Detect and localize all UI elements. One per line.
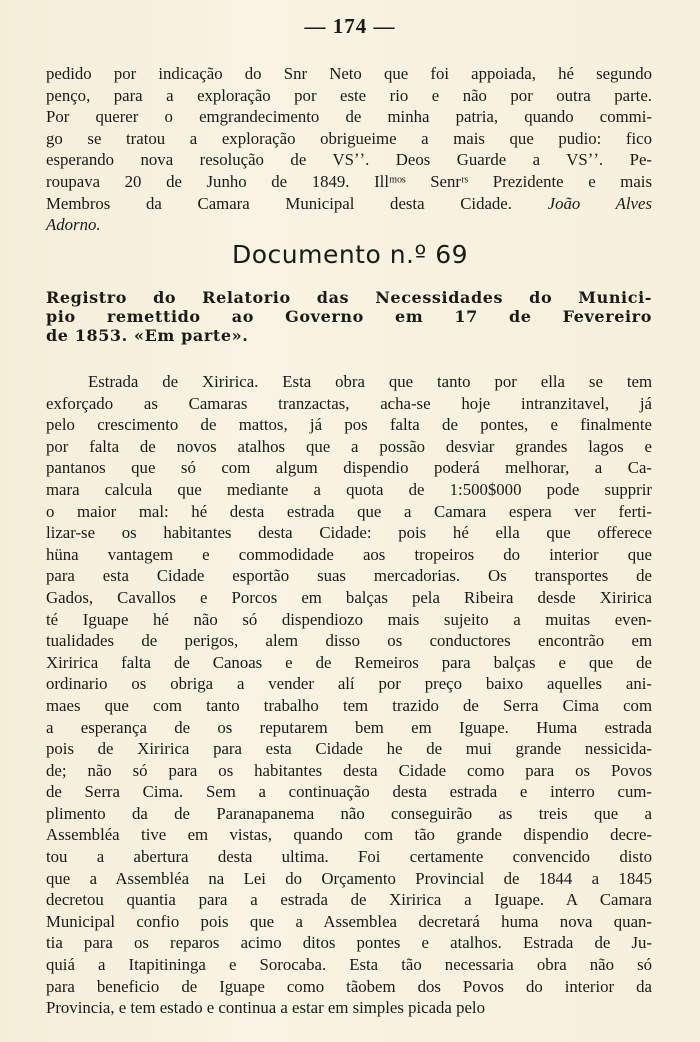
body-line: Xiririca falta de Canoas e de Remeiros para balças e que de (46, 652, 652, 672)
body-line: tualidades de perigos, alem disso os conductores encontrão em (46, 631, 652, 651)
body-line: ordinario os obriga a vender alí por preço baixo aquelles ani- (46, 674, 652, 694)
body-line: Provincia, e tem estado e continua a estar em simples picada pelo (46, 998, 485, 1018)
body-line: para beneficio de Iguape como tãobem dos Povos do interior da (46, 976, 652, 996)
subtitle-line: pio remettido ao Governo em 17 de Fevereiro (46, 307, 652, 326)
subtitle-line: Registro do Relatorio das Necessidades do Munici- (46, 288, 652, 307)
intro-line: go se tratou a exploração obrigueime a mais que pudio: fico (46, 128, 652, 148)
intro-line: esperando nova resolução de VSʼʼ. Deos Guarde a VSʼʼ. Pe- (46, 150, 652, 170)
subtitle-line: de 1853. «Em parte». (46, 326, 249, 345)
body-line: té Iguape hé não só dispendiozo mais sujeito a muitas even- (46, 609, 652, 629)
intro-line: pedido por indicação do Snr Neto que foi appoiada, hé segundo (46, 64, 652, 83)
body-line: mara calcula que mediante a quota de 1:500$000 pode supprir (46, 479, 652, 499)
body-line: tia para os reparos acimo ditos pontes e atalhos. Estrada de Ju- (46, 933, 652, 953)
body-line: hüna vantagem e commodidade aos tropeiros do interior que (46, 544, 652, 564)
intro-line: roupava 20 de Junho de 1849. Illᵐᵒˢ Senrʳˢ Prezidente e mais (46, 171, 652, 191)
signature-name: João Alves (547, 193, 652, 213)
body-line: Municipal confio pois que a Assemblea decretará huma nova quan- (46, 911, 652, 931)
body-paragraph (46, 371, 652, 1019)
body-line: exforçado as Camaras tranzactas, acha-se hoje intranzitavel, já (46, 393, 652, 413)
page-number: — 174 — (304, 14, 396, 38)
signature-surname: Adorno. (46, 215, 101, 235)
body-line: pantanos que só com algum dispendio poderá melhorar, a Ca- (46, 458, 652, 478)
body-line: que a Assembléa na Lei do Orçamento Provincial de 1844 a 1845 (46, 868, 652, 888)
closing-text: Membros da Camara Municipal desta Cidade. (46, 193, 512, 213)
body-line: decretou quantia para a estrada de Xiririca a Iguape. A Camara (46, 890, 652, 910)
body-line: tou a abertura desta ultima. Foi certamente convencido disto (46, 847, 652, 867)
body-line: pelo crescimento de mattos, já pos falta de pontes, e finalmente (46, 415, 652, 435)
body-line: Assembléa tive em vistas, quando com tão grande dispendio decre- (46, 825, 652, 845)
body-line: o maior mal: hé desta estrada que a Camara espera ver ferti- (46, 501, 652, 521)
body-line: de Serra Cima. Sem a continuação desta estrada e interro cum- (46, 782, 652, 802)
intro-line: Por querer o emgrandecimento de minha patria, quando commi- (46, 107, 652, 127)
body-line: Gados, Cavallos e Porcos em balças pela Ribeira desde Xiririca (46, 587, 652, 607)
body-line: Estrada de Xiririca. Esta obra que tanto por ella se tem (88, 372, 652, 391)
body-line: plimento da de Paranapanema não conseguirão as treis que a (46, 803, 652, 823)
intro-paragraph (46, 63, 652, 236)
body-line: pois de Xiririca para esta Cidade he de mui grande nessicida- (46, 739, 652, 759)
body-line: de; não só para os habitantes desta Cidade como para os Povos (46, 760, 652, 780)
body-line: maes que com tanto trabalho tem trazido de Serra Cima com (46, 695, 652, 715)
body-line: a esperança de os reputarem bem em Iguape. Huma estrada (46, 717, 652, 737)
body-line: quiá a Itapitininga e Sorocaba. Esta tão necessaria obra não só (46, 955, 652, 975)
document-subtitle (46, 288, 652, 345)
intro-line: penço, para a exploração por este rio e não por outra parte. (46, 85, 652, 105)
body-line: lizar-se os habitantes desta Cidade: pois hé ella que offerece (46, 523, 652, 543)
body-line: para esta Cidade esportão suas mercadorias. Os transportes de (46, 566, 652, 586)
intro-line-closing (46, 193, 652, 215)
body-line: por falta de novos atalhos que a possão desviar grandes lagos e (46, 436, 652, 456)
document-title: Documento n.º 69 (231, 240, 469, 269)
